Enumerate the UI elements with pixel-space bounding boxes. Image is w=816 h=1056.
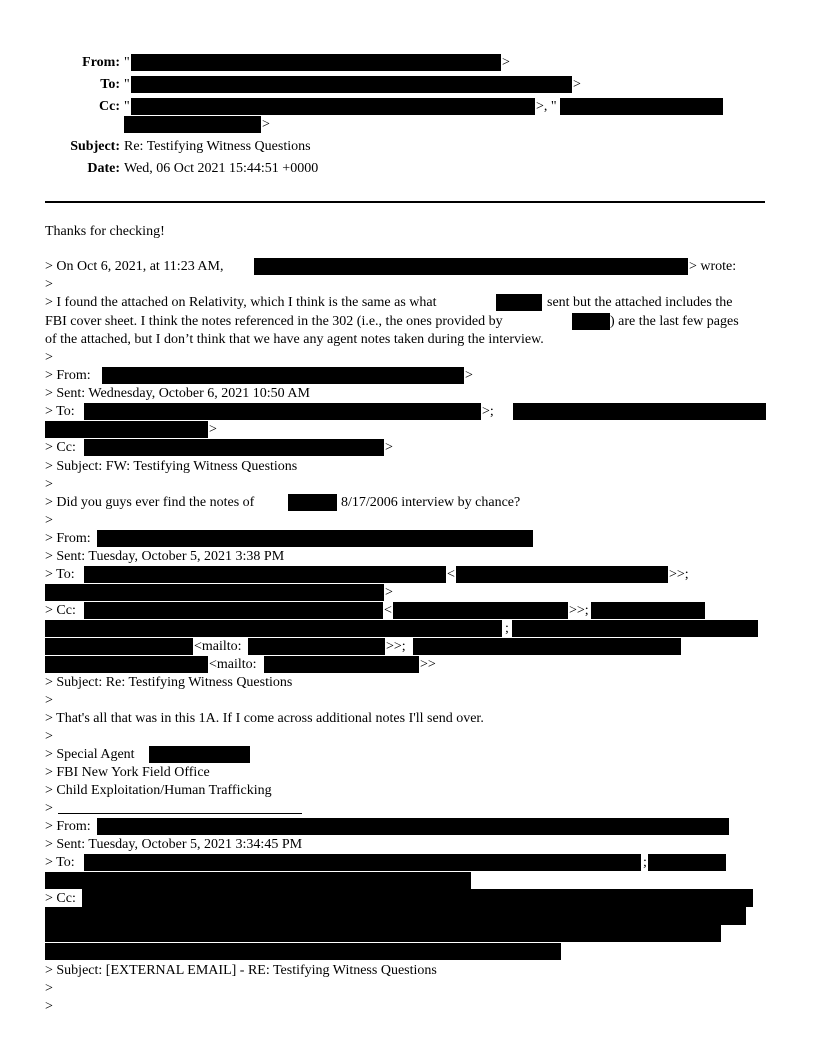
quote-marker: > xyxy=(209,422,217,437)
msg3-cc-sep: >>; xyxy=(569,603,589,618)
redaction-msg4-to-3 xyxy=(45,872,471,889)
redaction-msg3-to-2 xyxy=(456,566,668,583)
redaction-msg2-cc xyxy=(84,439,384,456)
para1-line1a: > I found the attached on Relativity, which I think is the same as what xyxy=(45,295,437,310)
redaction-msg3-cc-4 xyxy=(45,620,502,637)
signature-title: > Special Agent xyxy=(45,747,135,762)
redaction-msg4-cc-1 xyxy=(82,889,753,907)
para1-line1b: sent but the attached includes the xyxy=(547,295,733,310)
redaction-msg4-to-2 xyxy=(648,854,726,871)
redaction-msg3-cc-10 xyxy=(264,656,419,673)
msg4-subject: > Subject: [EXTERNAL EMAIL] - RE: Testifying Witness Questions xyxy=(45,963,437,978)
redaction-msg3-from xyxy=(97,530,533,547)
quote-on-line: > On Oct 6, 2021, at 11:23 AM, xyxy=(45,259,224,274)
msg3-cc-label: > Cc: xyxy=(45,603,76,618)
cc-label: Cc: xyxy=(99,99,120,114)
redaction-msg3-to-1 xyxy=(84,566,446,583)
redaction-cc-1 xyxy=(131,98,535,115)
cc-open-quote: " xyxy=(124,99,130,114)
date-label: Date: xyxy=(87,161,120,176)
redaction-cc-3 xyxy=(124,116,261,133)
msg2-to-label: > To: xyxy=(45,404,75,419)
to-close: > xyxy=(573,77,581,92)
redaction-quote-sender xyxy=(254,258,688,275)
msg2-body-b: 8/17/2006 interview by chance? xyxy=(341,495,521,510)
redaction-msg3-to-3 xyxy=(45,584,384,601)
redaction-msg3-cc-3 xyxy=(591,602,705,619)
msg3-cc-mailto-2: <mailto: xyxy=(209,657,257,672)
to-open-quote: " xyxy=(124,77,130,92)
msg3-body: > That's all that was in this 1A. If I come across additional notes I'll send over. xyxy=(45,711,484,726)
redaction-msg3-cc-2 xyxy=(393,602,568,619)
quote-marker: > xyxy=(45,477,53,492)
msg3-to-lt: < xyxy=(447,567,455,582)
quote-marker: > xyxy=(45,513,53,528)
redaction-msg2-body-name xyxy=(288,494,337,511)
from-label: From: xyxy=(82,55,120,70)
quote-marker: > xyxy=(385,440,393,455)
redaction-msg2-to-3 xyxy=(45,421,208,438)
redaction-msg2-to-1 xyxy=(84,403,481,420)
msg4-sent: > Sent: Tuesday, October 5, 2021 3:34:45 PM xyxy=(45,837,303,852)
from-open-quote: " xyxy=(124,55,130,70)
redaction-msg3-cc-6 xyxy=(45,638,193,655)
subject-value: Re: Testifying Witness Questions xyxy=(124,139,311,154)
msg2-subject: > Subject: FW: Testifying Witness Questions xyxy=(45,459,298,474)
redaction-msg3-cc-7 xyxy=(248,638,385,655)
header-divider xyxy=(45,201,765,203)
redaction-msg4-cc-2 xyxy=(45,907,746,925)
redaction-msg4-cc-3 xyxy=(45,925,721,942)
msg3-sent: > Sent: Tuesday, October 5, 2021 3:38 PM xyxy=(45,549,285,564)
msg3-subject: > Subject: Re: Testifying Witness Questions xyxy=(45,675,293,690)
quote-marker: > xyxy=(45,277,53,292)
greeting: Thanks for checking! xyxy=(45,224,165,239)
msg2-from-label: > From: xyxy=(45,368,91,383)
msg4-to-semi: ; xyxy=(643,855,647,870)
quote-marker: > xyxy=(45,999,53,1014)
msg2-sent: > Sent: Wednesday, October 6, 2021 10:50 AM xyxy=(45,386,310,401)
redaction-msg3-cc-5 xyxy=(512,620,758,637)
msg3-cc-mailto-1: <mailto: xyxy=(194,639,242,654)
quote-wrote: > wrote: xyxy=(689,259,737,274)
redaction-msg4-from xyxy=(97,818,729,835)
signature-unit: > Child Exploitation/Human Trafficking xyxy=(45,783,272,798)
msg3-to-label: > To: xyxy=(45,567,75,582)
msg3-cc-semi: ; xyxy=(505,621,509,636)
quote-marker: > xyxy=(45,801,53,816)
redaction-msg4-to-1 xyxy=(84,854,641,871)
from-close: > xyxy=(502,55,510,70)
cc-close: > xyxy=(262,117,270,132)
signature-office: > FBI New York Field Office xyxy=(45,765,210,780)
quote-marker: > xyxy=(45,729,53,744)
quote-marker: > xyxy=(385,585,393,600)
redaction-msg2-to-2 xyxy=(513,403,766,420)
quote-marker: > xyxy=(45,693,53,708)
quote-marker: > xyxy=(465,368,473,383)
redaction-to xyxy=(131,76,572,93)
msg2-to-sep: >; xyxy=(482,404,494,419)
redaction-msg3-cc-1 xyxy=(84,602,383,619)
redaction-msg3-cc-9 xyxy=(45,656,208,673)
redaction-from xyxy=(131,54,501,71)
redaction-cc-2 xyxy=(560,98,723,115)
msg4-from-label: > From: xyxy=(45,819,91,834)
para1-line2b: ) are the last few pages xyxy=(610,314,739,329)
to-label: To: xyxy=(100,77,120,92)
redaction-msg3-cc-8 xyxy=(413,638,681,655)
date-value: Wed, 06 Oct 2021 15:44:51 +0000 xyxy=(124,161,319,176)
cc-mid: >, " xyxy=(536,99,557,114)
subject-label: Subject: xyxy=(70,139,120,154)
para1-line3: of the attached, but I don’t think that we have any agent notes taken during the interview. xyxy=(45,332,544,347)
quote-marker: > xyxy=(45,981,53,996)
quote-marker: > xyxy=(45,350,53,365)
msg3-from-label: > From: xyxy=(45,531,91,546)
redaction-para1-name2 xyxy=(572,313,610,330)
msg2-cc-label: > Cc: xyxy=(45,440,76,455)
msg4-to-label: > To: xyxy=(45,855,75,870)
redaction-msg4-cc-4 xyxy=(45,943,561,960)
msg3-cc-sep-2: >>; xyxy=(386,639,406,654)
para1-line2a: FBI cover sheet. I think the notes referenced in the 302 (i.e., the ones provided by xyxy=(45,314,503,329)
redaction-agent-name xyxy=(149,746,250,763)
msg3-cc-close: >> xyxy=(420,657,436,672)
msg3-cc-lt: < xyxy=(384,603,392,618)
msg4-cc-label: > Cc: xyxy=(45,891,76,906)
msg3-to-sep: >>; xyxy=(669,567,689,582)
quote-separator-rule xyxy=(58,813,302,814)
redaction-msg2-from xyxy=(102,367,464,384)
redaction-para1-name1 xyxy=(496,294,542,311)
msg2-body-a: > Did you guys ever find the notes of xyxy=(45,495,255,510)
